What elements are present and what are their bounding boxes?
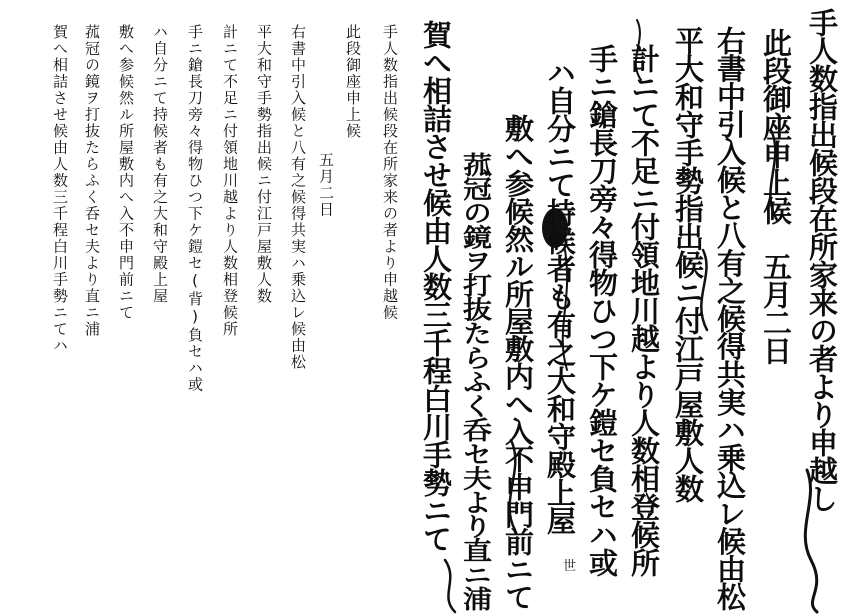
manuscript-column: 手人数指出候段在所家来の者より申越し	[805, 8, 839, 512]
transcription-line: 計ニて不足ニ付領地川越より人数相登候所	[221, 24, 239, 338]
manuscript-column: 平大和守手勢指出候ニ付江戸屋敷人数	[671, 26, 705, 502]
transcription-line: 手ニ鎗長刀旁々得物ひつ下ケ鎧セ(背)負セハ或	[186, 24, 204, 393]
manuscript-column: 手ニ鎗長刀旁々得物ひつ下ケ鎧セ負セハ或	[585, 44, 619, 576]
manuscript-column: 此段御座申上候 五月二日	[759, 28, 793, 364]
marginal-note: 世	[563, 559, 577, 574]
transcription-line: 敷へ参候然ル所屋敷内へ入不申門前ニて	[117, 24, 135, 321]
manuscript-column: 賀へ相詰させ候由人数三千程白川手勢ニて	[419, 20, 453, 552]
transcription-line: 右書中引入候と八有之候得共実ハ乗込レ候由松	[289, 24, 307, 371]
transcription-line: 菰冠の鏡ヲ打抜たらふく呑セ夫より直ニ浦	[83, 24, 101, 338]
manuscript-image	[415, 0, 844, 616]
transcription-line: 此段御座申上候	[344, 24, 362, 140]
manuscript-column: 菰冠の鏡ヲ打抜たらふく呑セ夫より直ニ浦	[459, 152, 493, 611]
transcription-panel	[14, 24, 408, 594]
transcription-line: 平大和守手勢指出候ニ付江戸屋敷人数	[255, 24, 273, 305]
manuscript-column: 右書中引入候と八有之候得共実ハ乗込レ候由松	[713, 26, 747, 610]
manuscript-column: ハ自分ニて持候者も有之大和守殿上屋	[543, 58, 577, 534]
transcription-line: 賀へ相詰させ候由人数三千程白川手勢ニてハ	[51, 24, 69, 354]
transcription-line: ハ自分ニて持候者も有之大和守殿上屋	[151, 24, 169, 305]
manuscript-column: 計ニて不足ニ付領地川越より人数相登候所	[627, 44, 661, 576]
manuscript-column: 敷へ参候然ル所屋敷内へ入不申門前ニて	[501, 114, 535, 610]
transcription-line: 手人数指出候段在所家来の者より申越候	[381, 24, 399, 321]
transcription-date: 五月二日	[317, 152, 335, 218]
